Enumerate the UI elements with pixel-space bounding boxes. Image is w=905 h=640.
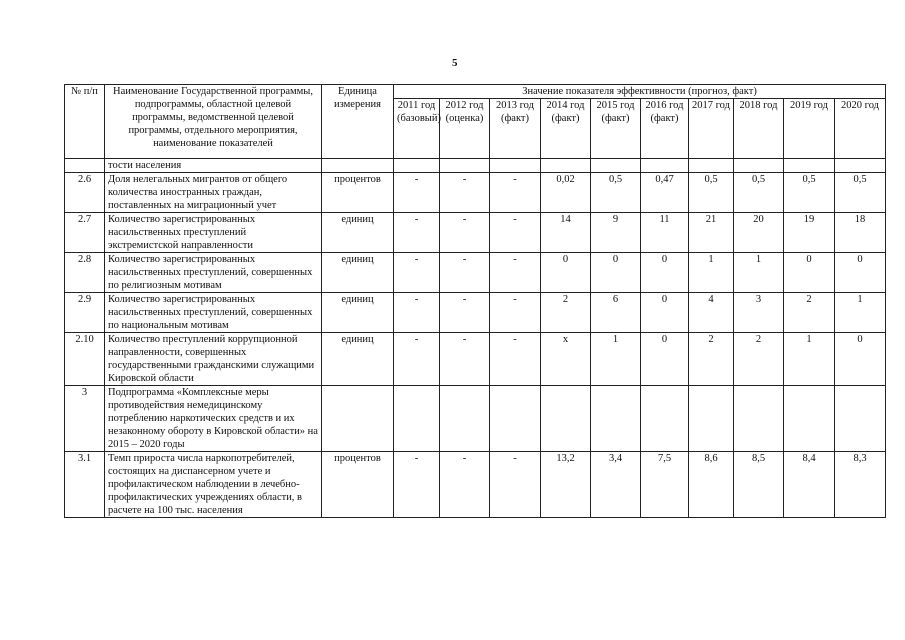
indicator-value: 0,5 [689, 173, 734, 213]
indicator-value [541, 159, 591, 173]
header-year: 2020 год [835, 99, 886, 159]
indicator-value: 1 [734, 253, 784, 293]
indicator-value: - [394, 293, 440, 333]
indicator-value: 18 [835, 213, 886, 253]
indicator-value [394, 386, 440, 452]
indicator-value: 0,5 [591, 173, 641, 213]
indicator-value: 0 [835, 253, 886, 293]
indicator-value: - [490, 173, 541, 213]
indicator-value: - [394, 173, 440, 213]
indicator-value: 4 [689, 293, 734, 333]
row-number: 2.7 [65, 213, 105, 253]
unit-of-measure: процентов [322, 173, 394, 213]
indicator-value: 11 [641, 213, 689, 253]
header-values-group: Значение показателя эффективности (прогноз, факт) [394, 85, 886, 99]
row-number: 3 [65, 386, 105, 452]
indicator-name: Количество зарегистрированных насильственных преступлений, совершенных по национальным мотивам [105, 293, 322, 333]
indicator-value: - [394, 333, 440, 386]
header-year: 2018 год [734, 99, 784, 159]
indicator-value: 0,02 [541, 173, 591, 213]
indicator-value: 13,2 [541, 452, 591, 518]
indicator-value [689, 159, 734, 173]
unit-of-measure: единиц [322, 293, 394, 333]
indicator-value: - [490, 213, 541, 253]
indicator-value: 0 [541, 253, 591, 293]
indicator-value: 20 [734, 213, 784, 253]
indicator-value: 2 [689, 333, 734, 386]
indicator-value: 0 [641, 253, 689, 293]
row-number: 3.1 [65, 452, 105, 518]
indicator-value [591, 159, 641, 173]
indicator-value: 0 [784, 253, 835, 293]
indicator-value: 2 [541, 293, 591, 333]
header-num: № п/п [65, 85, 105, 159]
indicator-value: 8,3 [835, 452, 886, 518]
row-number: 2.10 [65, 333, 105, 386]
indicator-value [490, 159, 541, 173]
indicator-value: 8,4 [784, 452, 835, 518]
indicator-value: 1 [784, 333, 835, 386]
indicator-value: 0 [641, 293, 689, 333]
indicator-value [784, 159, 835, 173]
indicator-value: - [490, 293, 541, 333]
table-row [65, 452, 886, 518]
indicator-value: 21 [689, 213, 734, 253]
unit-of-measure [322, 386, 394, 452]
indicator-value: - [440, 452, 490, 518]
indicator-value: - [440, 173, 490, 213]
header-year: 2013 год (факт) [490, 99, 541, 159]
header-year: 2017 год [689, 99, 734, 159]
indicator-value [591, 386, 641, 452]
indicator-value [641, 159, 689, 173]
indicator-name: Подпрограмма «Комплексные меры противодействия немедицинскому потреблению наркотических средств и их незаконному обороту в Кировской области» на 2015 – 2020 годы [105, 386, 322, 452]
indicator-value: 6 [591, 293, 641, 333]
indicator-value: 3 [734, 293, 784, 333]
indicator-value: 2 [734, 333, 784, 386]
indicator-name: Доля нелегальных мигрантов от общего количества иностранных граждан, поставленных на миграционный учет [105, 173, 322, 213]
indicator-value: 7,5 [641, 452, 689, 518]
indicator-value: - [440, 213, 490, 253]
indicator-value: 9 [591, 213, 641, 253]
table-row [65, 253, 886, 293]
header-year: 2016 год (факт) [641, 99, 689, 159]
row-number [65, 159, 105, 173]
indicator-name: Количество преступлений коррупционной направленности, совершенных государственными гражданскими служащими Кировской области [105, 333, 322, 386]
indicator-value [689, 386, 734, 452]
unit-of-measure [322, 159, 394, 173]
table-row [65, 173, 886, 213]
table-row [65, 213, 886, 253]
indicator-value: 1 [591, 333, 641, 386]
indicator-value: - [440, 293, 490, 333]
indicator-value: 0 [835, 333, 886, 386]
indicator-value: 0,5 [734, 173, 784, 213]
indicator-value: 1 [689, 253, 734, 293]
indicator-value [541, 386, 591, 452]
indicator-value: 1 [835, 293, 886, 333]
table-row [65, 386, 886, 452]
table-row [65, 333, 886, 386]
indicator-name: Количество зарегистрированных насильственных преступлений, совершенных по религиозным мотивам [105, 253, 322, 293]
indicator-value [784, 386, 835, 452]
indicator-value [734, 159, 784, 173]
indicator-name: Количество зарегистрированных насильственных преступлений экстремистской направленности [105, 213, 322, 253]
indicator-value [440, 159, 490, 173]
row-number: 2.6 [65, 173, 105, 213]
unit-of-measure: единиц [322, 213, 394, 253]
indicator-value: - [440, 253, 490, 293]
indicator-name: Темп прироста числа наркопотребителей, состоящих на диспансерном учете и профилактическом наблюдении в лечебно-профилактических учреждениях области, в расчете на 100 тыс. населения [105, 452, 322, 518]
row-number: 2.8 [65, 253, 105, 293]
indicator-value: 0,5 [784, 173, 835, 213]
indicator-value: 14 [541, 213, 591, 253]
header-year: 2019 год [784, 99, 835, 159]
indicator-value [641, 386, 689, 452]
indicator-value [440, 386, 490, 452]
indicator-value [734, 386, 784, 452]
indicator-value: - [394, 253, 440, 293]
indicator-value: 8,6 [689, 452, 734, 518]
indicator-value [835, 386, 886, 452]
indicator-value: 2 [784, 293, 835, 333]
indicator-value: 8,5 [734, 452, 784, 518]
unit-of-measure: единиц [322, 333, 394, 386]
indicator-value: 0,5 [835, 173, 886, 213]
indicator-value: 0 [591, 253, 641, 293]
indicators-table [64, 84, 886, 518]
row-number: 2.9 [65, 293, 105, 333]
unit-of-measure: единиц [322, 253, 394, 293]
indicator-value [490, 386, 541, 452]
header-unit: Единица измерения [322, 85, 394, 159]
header-name: Наименование Государственной программы, подпрограммы, областной целевой программы, ведомственной целевой программы, отдельного мероприятия, наименование показателей [105, 85, 322, 159]
header-year: 2011 год (базовый) [394, 99, 440, 159]
indicator-value: - [490, 452, 541, 518]
indicator-value: 0 [641, 333, 689, 386]
indicator-value: - [394, 452, 440, 518]
header-year: 2014 год (факт) [541, 99, 591, 159]
indicator-value: 3,4 [591, 452, 641, 518]
header-year: 2015 год (факт) [591, 99, 641, 159]
indicator-name: тости населения [105, 159, 322, 173]
indicator-value: 19 [784, 213, 835, 253]
table-row [65, 293, 886, 333]
table-body [65, 159, 886, 518]
indicator-value [835, 159, 886, 173]
unit-of-measure: процентов [322, 452, 394, 518]
indicator-value: - [490, 333, 541, 386]
indicator-value: - [394, 213, 440, 253]
indicator-value: х [541, 333, 591, 386]
indicator-value [394, 159, 440, 173]
page-number: 5 [452, 57, 458, 69]
indicator-value: - [490, 253, 541, 293]
indicator-value: - [440, 333, 490, 386]
table-row [65, 159, 886, 173]
indicator-value: 0,47 [641, 173, 689, 213]
header-year: 2012 год (оценка) [440, 99, 490, 159]
